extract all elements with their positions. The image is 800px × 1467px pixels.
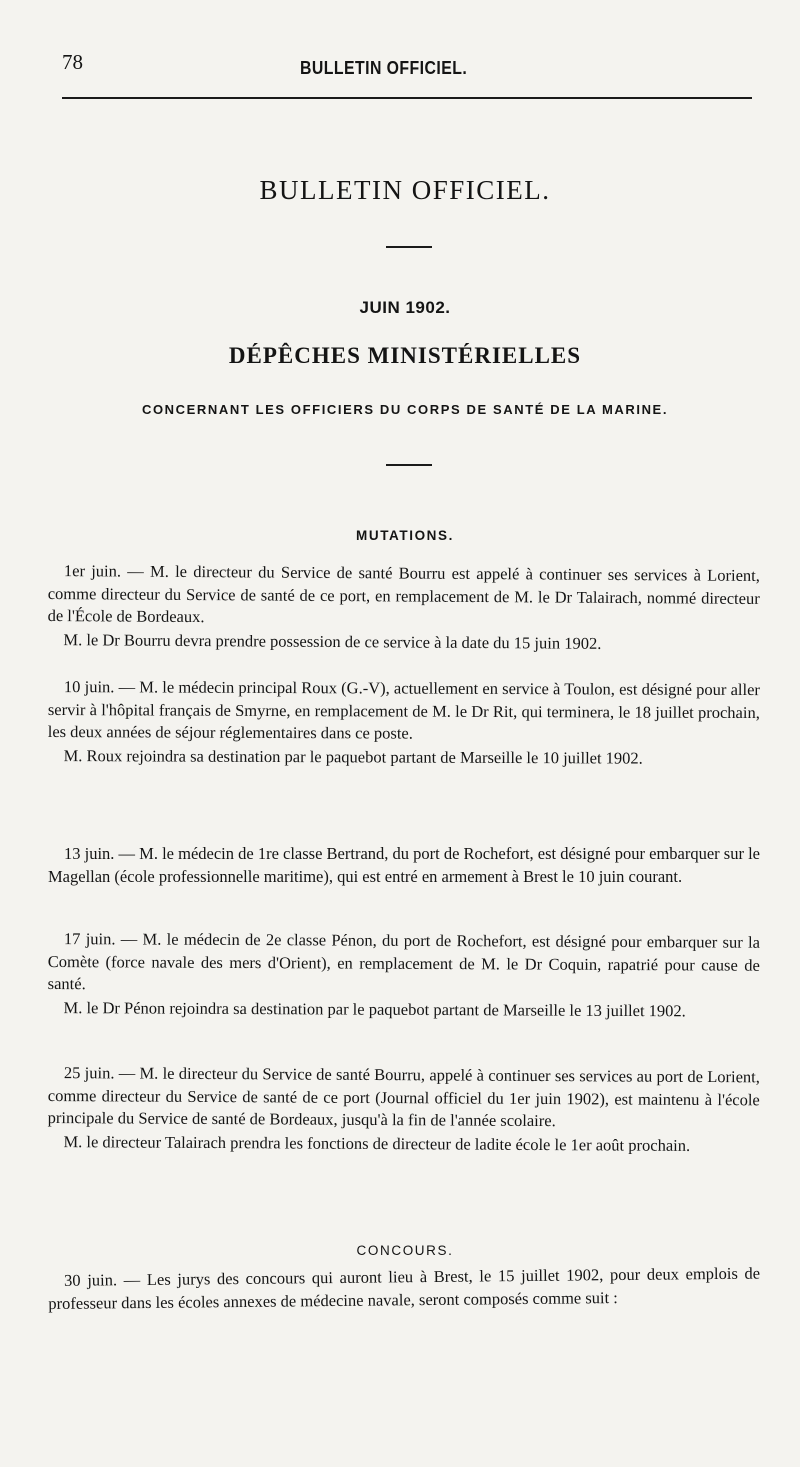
issue-month: JUIN 1902. [359, 298, 451, 317]
entry-paragraph: 10 juin. — M. le médecin principal Roux (G.-V), actuellement en service à Toulon, est désigné pour aller servir à l'hôpital français de Smyrne, en remplacement de M. le Dr Rit, qui terminera, le 18 juillet prochain, les deux années de séjour réglementaires dans ce poste. [47, 677, 760, 743]
mutation-entry-4 [48, 928, 760, 1023]
bulletin-title: BULLETIN OFFICIEL. [259, 175, 551, 205]
title-divider [386, 246, 432, 248]
entry-paragraph: 25 juin. — M. le directeur du Service de santé Bourru, appelé à continuer ses services au port de Lorient, comme directeur du Service de santé de ce port (Journal officiel du 1er juin 1902), est maintenu à l'école principale du Service de santé de Bordeaux, jusqu'à la fin de l'année scolaire. [47, 1063, 760, 1131]
mutation-entry-2 [48, 676, 760, 770]
section-subtitle: CONCERNANT LES OFFICIERS DU CORPS DE SANTÉ DE LA MARINE. [141, 402, 669, 417]
entry-paragraph: 13 juin. — M. le médecin de 1re classe Bertrand, du port de Rochefort, est désigné pour embarquer sur le Magellan (école professionnelle maritime), qui est entré en armement à Brest le 10 juin courant. [48, 844, 760, 886]
header-rule [62, 97, 752, 99]
mutation-entry-3 [48, 843, 760, 888]
section-divider [386, 464, 432, 466]
entry-paragraph: M. Roux rejoindra sa destination par le paquebot partant de Marseille le 10 juillet 1902. [63, 745, 643, 768]
mutations-heading: MUTATIONS. [356, 528, 454, 543]
page-number: 78 [62, 50, 83, 74]
mutation-entry-5 [47, 1062, 760, 1157]
section-title: DÉPÊCHES MINISTÉRIELLES [228, 343, 582, 368]
entry-paragraph: 1er juin. — M. le directeur du Service de santé Bourru est appelé à continuer ses services à Lorient, comme directeur du Service de santé de ce port, en remplacement de M. le Dr Talairach, nommé directeur de l'École de Bordeaux. [47, 561, 760, 627]
entry-paragraph: M. le Dr Bourru devra prendre possession de ce service à la date du 15 juin 1902. [63, 629, 602, 653]
concours-heading: CONCOURS. [356, 1243, 454, 1258]
page-header [0, 0, 800, 120]
mutation-entry-1 [47, 560, 760, 656]
entry-paragraph: M. le Dr Pénon rejoindra sa destination par le paquebot partant de Marseille le 13 juillet 1902. [63, 997, 686, 1020]
running-title: BULLETIN OFFICIEL. [300, 58, 468, 78]
concours-entry-1 [48, 1263, 760, 1315]
entry-paragraph: 30 juin. — Les jurys des concours qui auront lieu à Brest, le 15 juillet 1902, pour deux emplois de professeur dans les écoles annexes de médecine navale, seront composés comme suit : [48, 1263, 761, 1313]
entry-paragraph: 17 juin. — M. le médecin de 2e classe Pénon, du port de Rochefort, est désigné pour embarquer sur la Comète (force navale des mers d'Orient), en remplacement de M. le Dr Coquin, rapatrié pour cause de santé. [47, 929, 760, 994]
entry-paragraph: M. le directeur Talairach prendra les fonctions de directeur de ladite école le 1er août prochain. [63, 1131, 691, 1155]
